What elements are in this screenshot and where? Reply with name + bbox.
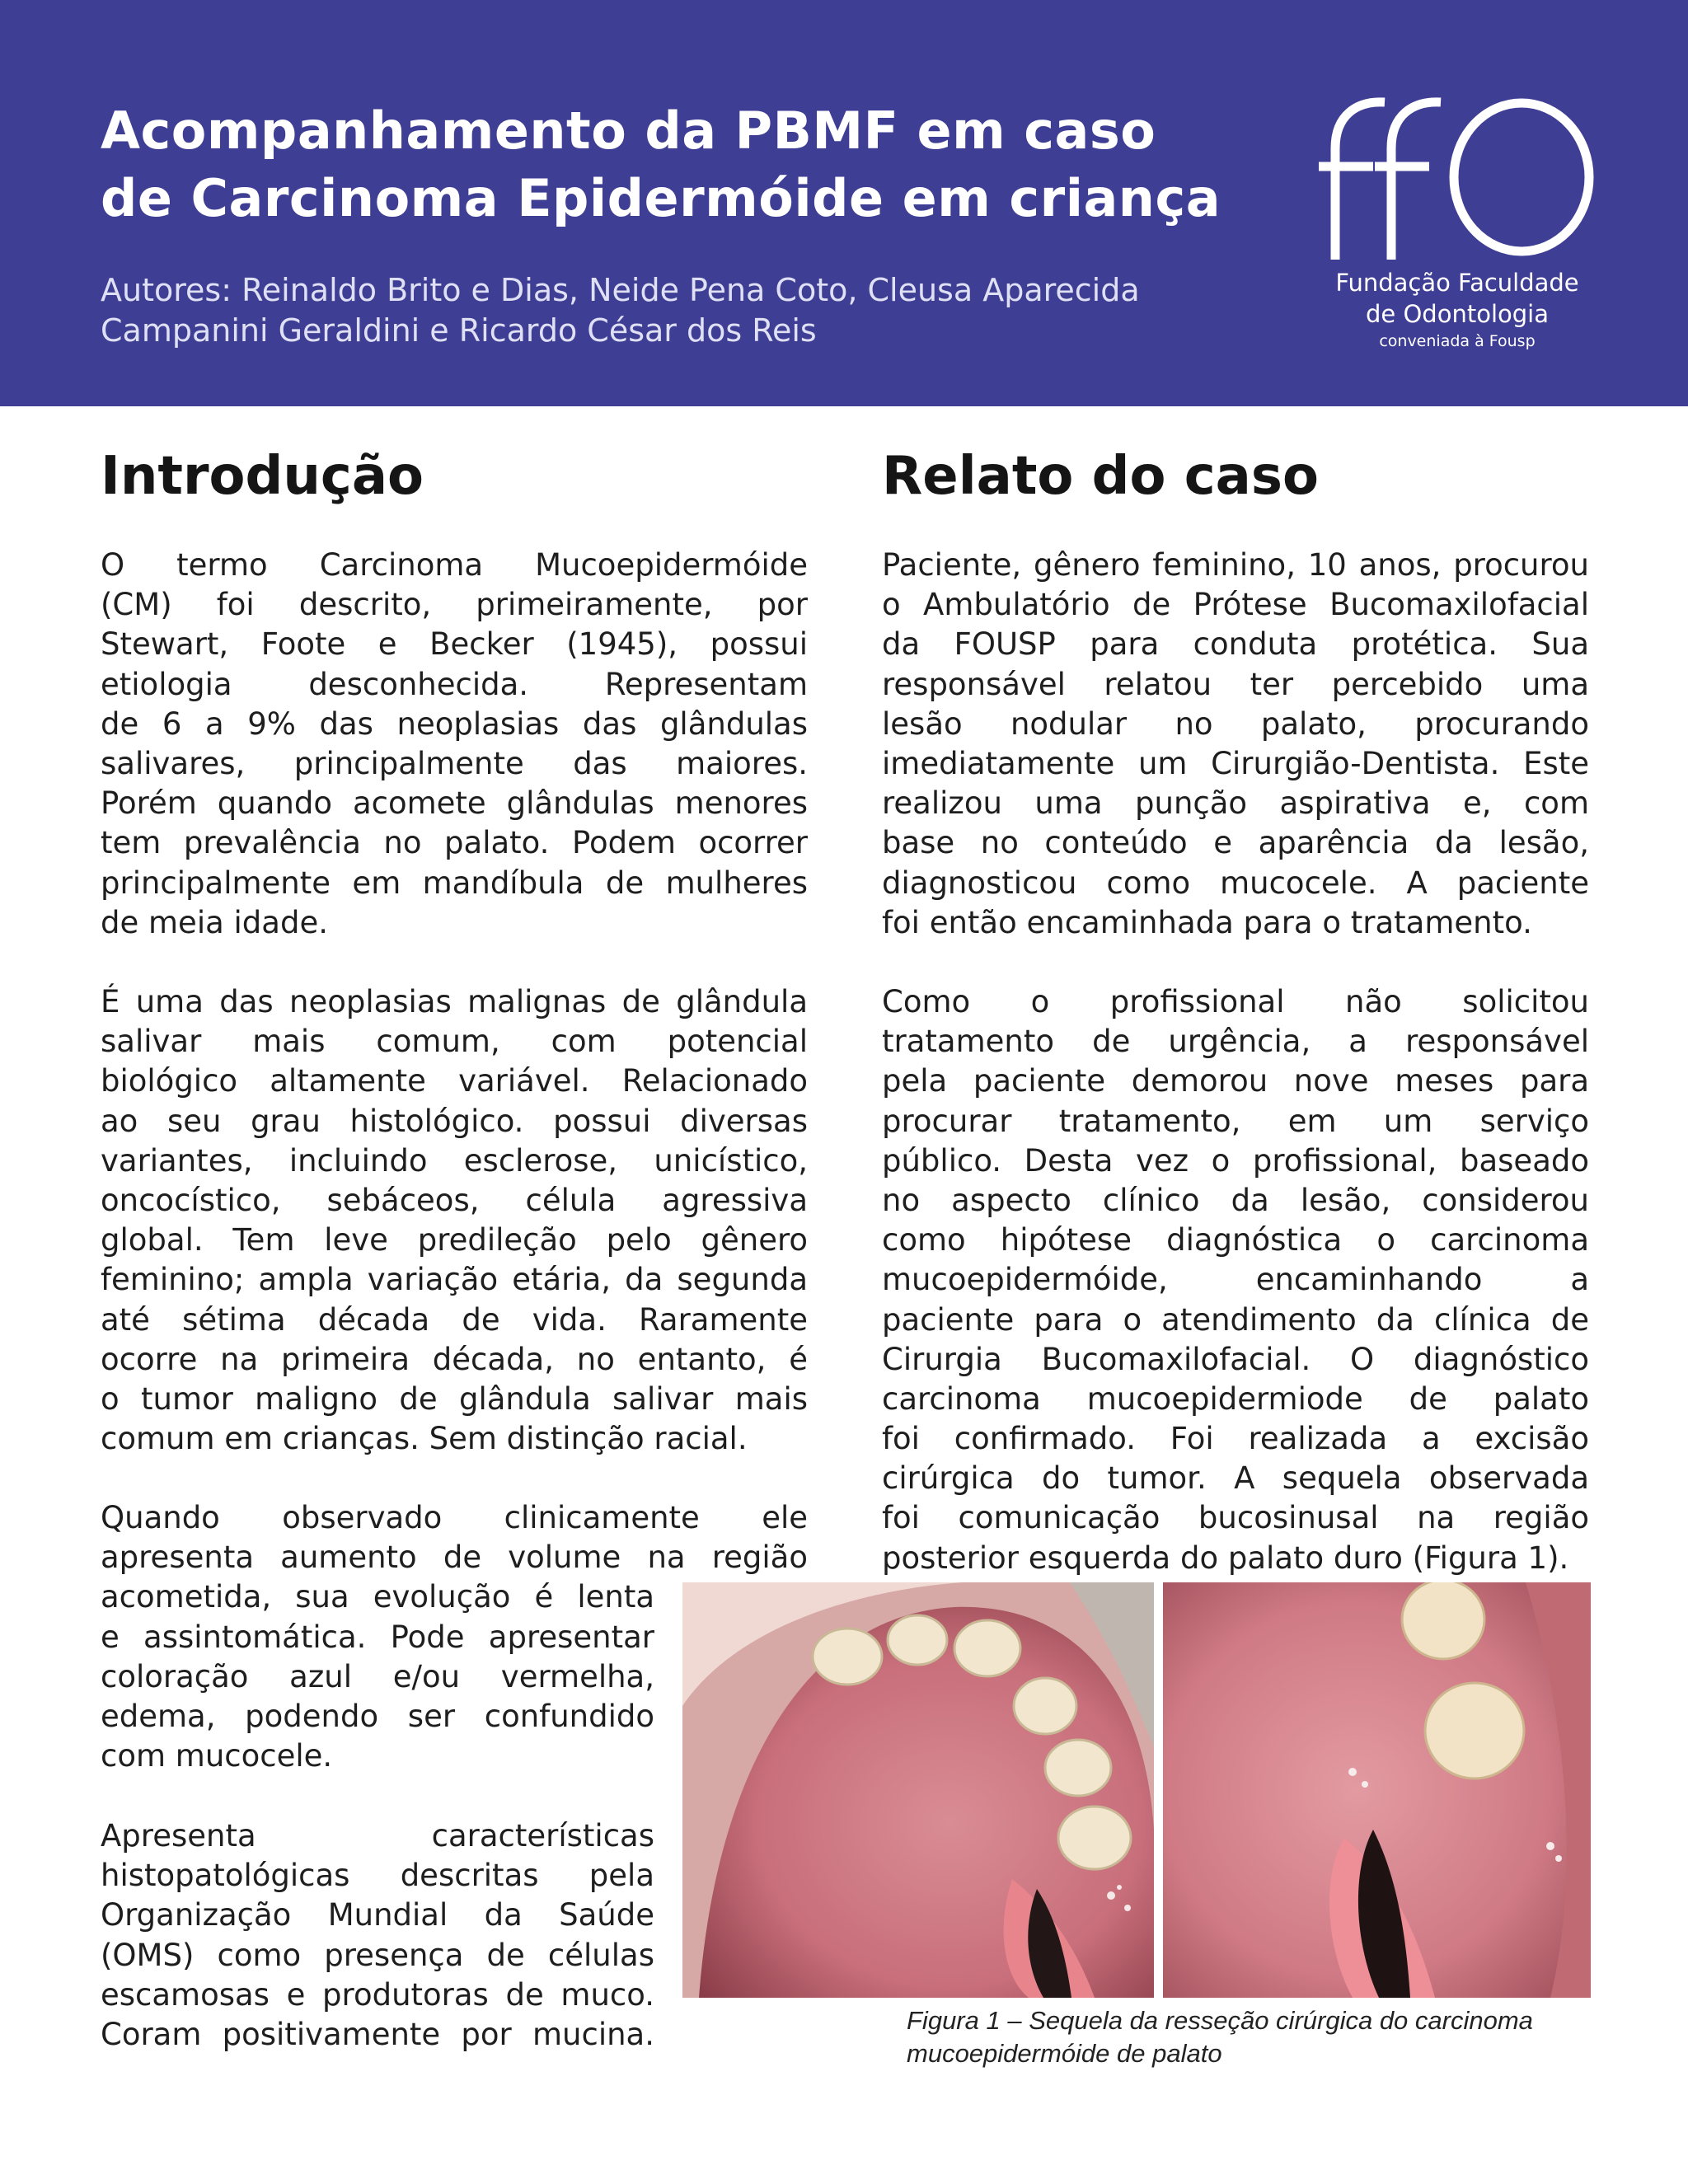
text-line: ocorre na primeira década, no entanto, é xyxy=(101,1341,808,1377)
text-line: Como o profissional não solicitou xyxy=(882,984,1589,1019)
authors xyxy=(101,270,1287,351)
relato-heading: Relato do caso xyxy=(882,446,1319,507)
text-line: tem prevalência no palato. Podem ocorrer xyxy=(101,825,808,861)
text-line: etiologia desconhecida. Representam xyxy=(101,666,808,702)
figure-1 xyxy=(682,1582,1591,1998)
authors-line: Campanini Geraldini e Ricardo César dos Reis xyxy=(101,312,817,349)
page-title xyxy=(101,97,1287,232)
text-line: salivares, principalmente das maiores. xyxy=(101,745,808,781)
text-line: coloração azul e/ou vermelha, xyxy=(101,1658,654,1694)
text-line: variantes, incluindo esclerose, unicístico, xyxy=(101,1142,808,1179)
text-line: Cirurgia Bucomaxilofacial. O diagnóstico xyxy=(882,1341,1589,1377)
text-line: o tumor maligno de glândula salivar mais xyxy=(101,1380,808,1417)
text-line: (CM) foi descrito, primeiramente, por xyxy=(101,587,808,623)
text-line: de 6 a 9% das neoplasias das glândulas xyxy=(101,705,808,742)
text-line: o Ambulatório de Prótese Bucomaxilofacial xyxy=(882,587,1589,623)
text-line: salivar mais comum, com potencial xyxy=(101,1024,808,1060)
text-line: global. Tem leve predileção pelo gênero xyxy=(101,1222,808,1258)
text-line: até sétima década de vida. Raramente xyxy=(101,1301,808,1338)
figure-caption xyxy=(907,2004,1615,2070)
text-line: Stewart, Foote e Becker (1945), possui xyxy=(101,626,808,663)
text-line: da FOUSP para conduta protética. Sua xyxy=(882,626,1589,663)
text-line: Apresenta características xyxy=(101,1818,654,1854)
text-line: Quando observado clinicamente ele xyxy=(101,1500,808,1535)
text-line: carcinoma mucoepidermiode de palato xyxy=(882,1380,1589,1417)
ffo-logo-mark xyxy=(1317,91,1597,264)
title-line: Acompanhamento da PBMF em caso xyxy=(101,101,1156,161)
text-line: É uma das neoplasias malignas de glândula xyxy=(101,984,808,1019)
text-line: cirúrgica do tumor. A sequela observada xyxy=(882,1460,1589,1497)
text-line: posterior esquerda do palato duro (Figura 1). xyxy=(882,1540,1569,1576)
text-line: histopatológicas descritas pela xyxy=(101,1858,654,1894)
text-line: oncocístico, sebáceos, célula agressiva xyxy=(101,1182,808,1218)
title-line: de Carcinoma Epidermóide em criança xyxy=(101,168,1221,228)
palate-photo-left xyxy=(682,1582,1154,1998)
text-line: procurar tratamento, em um serviço xyxy=(882,1103,1589,1139)
introducao-paragraph-4 xyxy=(101,1816,654,2055)
text-line: (OMS) como presença de células xyxy=(101,1937,654,1973)
introducao-paragraph-1 xyxy=(101,546,808,943)
text-line: ao seu grau histológico. possui diversas xyxy=(101,1103,808,1139)
text-line: foi comunicação bucosinusal na região xyxy=(882,1500,1589,1536)
text-line: de meia idade. xyxy=(101,904,328,940)
text-line: foi então encaminhada para o tratamento. xyxy=(882,904,1532,940)
text-line: feminino; ampla variação etária, da segunda xyxy=(101,1262,808,1298)
relato-paragraph-1 xyxy=(882,546,1589,943)
text-line: escamosas e produtoras de muco. xyxy=(101,1976,654,2013)
text-line: realizou uma punção aspirativa e, com xyxy=(882,785,1589,822)
text-line: apresenta aumento de volume na região xyxy=(101,1540,808,1576)
introducao-heading: Introdução xyxy=(101,446,424,507)
text-line: público. Desta vez o profissional, baseado xyxy=(882,1142,1589,1179)
text-line: Organização Mundial da Saúde xyxy=(101,1897,654,1933)
text-line: principalmente em mandíbula de mulheres xyxy=(101,865,808,901)
text-line: responsável relatou ter percebido uma xyxy=(882,666,1589,702)
text-line: pela paciente demorou nove meses para xyxy=(882,1063,1589,1099)
text-line: base no conteúdo e aparência da lesão, xyxy=(882,825,1589,861)
text-line: Porém quando acomete glândulas menores xyxy=(101,785,808,822)
text-line: diagnosticou como mucocele. A paciente xyxy=(882,865,1589,901)
text-line: e assintomática. Pode apresentar xyxy=(101,1619,654,1655)
ffo-logo xyxy=(1317,91,1597,354)
text-line: no aspecto clínico da lesão, considerou xyxy=(882,1182,1589,1218)
text-line: acometida, sua evolução é lenta xyxy=(101,1579,654,1615)
text-line: lesão nodular no palato, procurando xyxy=(882,705,1589,742)
text-line: edema, podendo ser confundido xyxy=(101,1698,654,1734)
text-line: imediatamente um Cirurgião-Dentista. Este xyxy=(882,745,1589,781)
palate-photo-right xyxy=(1163,1582,1591,1998)
text-line: como hipótese diagnóstica o carcinoma xyxy=(882,1222,1589,1258)
authors-line: Autores: Reinaldo Brito e Dias, Neide Pena Coto, Cleusa Aparecida xyxy=(101,272,1140,308)
logo-line-2: de Odontologia xyxy=(1366,300,1549,328)
relato-paragraph-2 xyxy=(882,982,1589,1578)
text-line: biológico altamente variável. Relacionado xyxy=(101,1063,808,1099)
text-line: paciente para o atendimento da clínica de xyxy=(882,1301,1589,1338)
text-line: com mucocele. xyxy=(101,1738,333,1774)
caption-line: Figura 1 – Sequela da resseção cirúrgica do carcinoma xyxy=(907,2006,1533,2035)
text-line: Coram positivamente por mucina. xyxy=(101,2016,654,2052)
header-banner xyxy=(0,0,1688,406)
logo-line-1: Fundação Faculdade xyxy=(1335,269,1579,297)
text-line: comum em crianças. Sem distinção racial. xyxy=(101,1421,748,1457)
text-line: foi confirmado. Foi realizada a excisão xyxy=(882,1421,1589,1457)
caption-line: mucoepidermóide de palato xyxy=(907,2039,1222,2068)
text-line: Paciente, gênero feminino, 10 anos, procurou xyxy=(882,547,1589,583)
logo-line-3: conveniada à Fousp xyxy=(1379,332,1536,350)
text-line: mucoepidermóide, encaminhando a xyxy=(882,1262,1589,1298)
text-line: O termo Carcinoma Mucoepidermóide xyxy=(101,547,808,583)
introducao-paragraph-2 xyxy=(101,982,808,1459)
text-line: tratamento de urgência, a responsável xyxy=(882,1024,1589,1060)
